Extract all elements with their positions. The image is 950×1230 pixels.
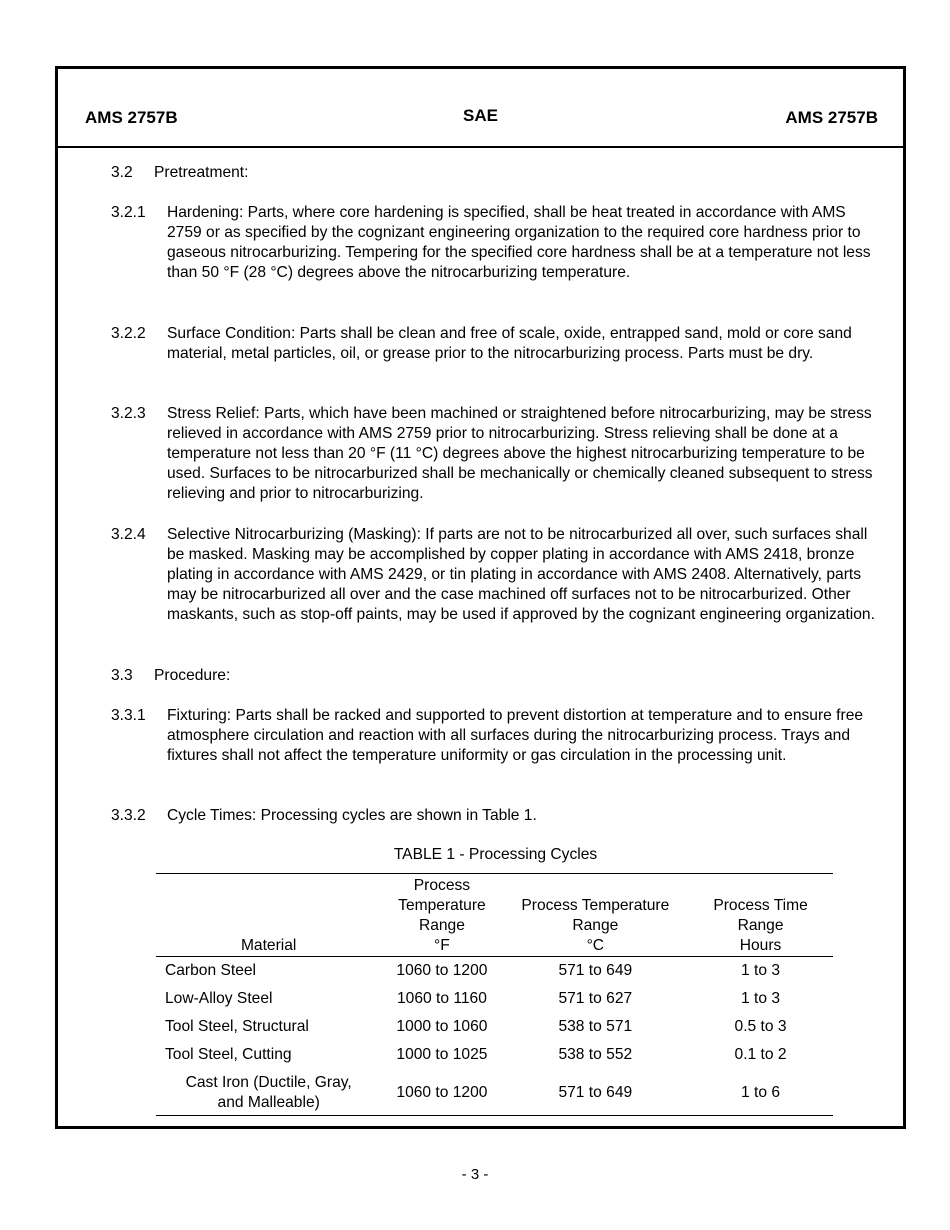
material-line: Cast Iron (Ductile, Gray, [185, 1074, 352, 1091]
section-text: Selective Nitrocarburizing (Masking): If parts are not to be nitrocarburized all over, such surfaces shall be masked. Masking may be accomplished by copper plating in accordance with AMS 2418, bronze plating in accordance with AMS 2429, or tin plating in accordance with AMS 2408. Alternatively, parts may be nitrocarburized all over and the case machined off surfaces not to be nitrocarburized. Other maskants, such as stop-off paints, may be used if approved by the cognizant engineering organization. [167, 526, 875, 623]
section-text: Cycle Times: Processing cycles are shown in Table 1. [167, 807, 537, 824]
section-number: 3.2 [111, 164, 133, 181]
header-line: Process Temperature [521, 897, 670, 914]
section-number: 3.2.4 [111, 526, 146, 543]
doc-id-right: AMS 2757B [785, 108, 878, 127]
section-number: 3.2.3 [111, 405, 146, 422]
cell-material: Carbon Steel [165, 962, 257, 979]
cell-temp-c: 538 to 552 [558, 1046, 633, 1063]
section-number: 3.3 [111, 667, 133, 684]
cell-temp-c: 571 to 649 [503, 1069, 689, 1116]
section-text: Surface Condition: Parts shall be clean and free of scale, oxide, entrapped sand, mold or core sand material, metal particles, oil, or grease prior to the nitrocarburizing process. Parts must be dry. [167, 325, 852, 362]
header-line: Temperature [398, 897, 486, 914]
header-line: Range [737, 917, 784, 934]
header-line: Range [572, 917, 619, 934]
publisher-label: SAE [463, 106, 498, 125]
table-row [156, 957, 833, 986]
cell-time: 1 to 3 [741, 990, 781, 1007]
cell-material: Tool Steel, Structural [165, 1018, 309, 1035]
cell-material: Low-Alloy Steel [165, 990, 273, 1007]
table-header-row [156, 874, 833, 957]
header-line: °C [586, 937, 605, 954]
header-line: Range [418, 917, 465, 934]
section-number: 3.3.1 [111, 707, 146, 724]
cell-temp-f: 1000 to 1060 [396, 1018, 488, 1035]
col-header-material [156, 874, 381, 957]
cell-temp-c: 571 to 627 [558, 990, 633, 1007]
cell-material: Tool Steel, Cutting [165, 1046, 292, 1063]
table-title: TABLE 1 - Processing Cycles [393, 846, 598, 863]
processing-cycles-table [156, 873, 833, 1116]
page-number: - 3 - [461, 1166, 489, 1183]
section-number: 3.2.1 [111, 204, 146, 221]
cell-temp-f: 1060 to 1200 [381, 1069, 502, 1116]
table-row [156, 1013, 833, 1041]
table-row [156, 985, 833, 1013]
section-text: Fixturing: Parts shall be racked and supported to prevent distortion at temperature and to ensure free atmosphere circulation and reaction with all surfaces during the nitrocarburizing process. Trays and fixtures shall not affect the temperature uniformity or gas circulation in the processing unit. [167, 707, 864, 764]
table-row [156, 1041, 833, 1069]
publisher-name [58, 106, 903, 126]
section-number: 3.3.2 [111, 807, 146, 824]
cell-time: 1 to 6 [688, 1069, 833, 1116]
table-row [156, 1069, 833, 1116]
doc-id-left: AMS 2757B [85, 108, 178, 127]
header-line: Process [413, 877, 471, 894]
section-text: Stress Relief: Parts, which have been machined or straightened before nitrocarburizing, may be stress relieved in accordance with AMS 2759 prior to nitrocarburizing. Stress relieving shall be done at a temperature not less than 20 °F (11 °C) degrees above the highest nitrocarburizing temperature to be used. Surfaces to be nitrocarburized shall be mechanically or chemically cleaned subsequent to stress relieving and prior to nitrocarburizing. [167, 405, 873, 502]
section-heading: Pretreatment: [154, 164, 249, 181]
cell-temp-f: 1000 to 1025 [396, 1046, 488, 1063]
cell-temp-c: 571 to 649 [558, 962, 633, 979]
section-text: Hardening: Parts, where core hardening is specified, shall be heat treated in accordance with AMS 2759 or as specified by the cognizant engineering organization to the required core hardness prior to gaseous nitrocarburizing. Tempering for the specified core hardness shall be at a temperature not less than 50 °F (28 °C) degrees above the nitrocarburizing temperature. [167, 204, 871, 281]
col-header-time [688, 874, 833, 957]
header-line: °F [434, 937, 450, 954]
cell-temp-f: 1060 to 1160 [396, 990, 487, 1007]
cell-time: 0.1 to 2 [734, 1046, 787, 1063]
cell-temp-c: 538 to 571 [558, 1018, 633, 1035]
header-line: Material [240, 937, 297, 954]
col-header-temp-f [381, 874, 502, 957]
header-line: Hours [739, 937, 782, 954]
material-line: and Malleable) [217, 1094, 320, 1111]
col-header-temp-c [503, 874, 689, 957]
section-heading: Procedure: [154, 667, 231, 684]
cell-time: 0.5 to 3 [734, 1018, 787, 1035]
page-header [58, 69, 903, 148]
cell-material [156, 1069, 381, 1116]
cell-time: 1 to 3 [741, 962, 781, 979]
section-number: 3.2.2 [111, 325, 146, 342]
cell-temp-f: 1060 to 1200 [396, 962, 488, 979]
header-line: Process Time [713, 897, 808, 914]
